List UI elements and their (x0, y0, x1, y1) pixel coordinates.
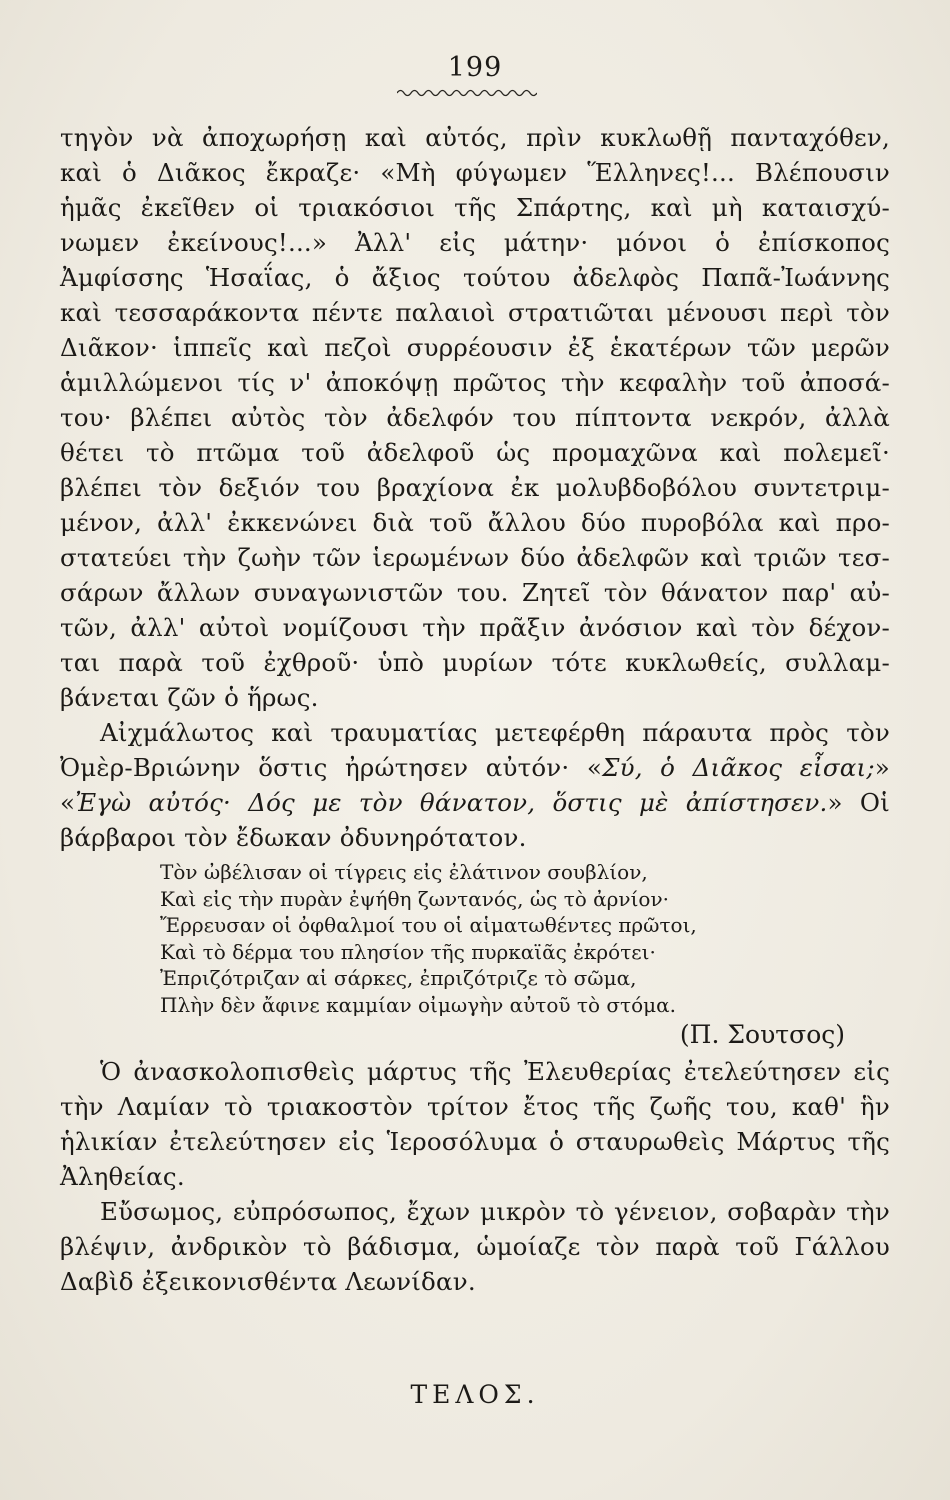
text-span: Ὀμὲρ-Βριώνην ὅστις ἠρώτησεν αὐτόν· « (60, 753, 603, 782)
text-line: Δαβὶδ ἐξεικονισθέντα Λεωνίδαν. (60, 1267, 476, 1296)
text-line: Διᾶκον· ἱππεῖς καὶ πεζοὶ συρρέουσιν ἐξ ἑκατέρων τῶν μερῶν (60, 333, 890, 362)
text-line (60, 785, 890, 820)
text-line: Αἰχμάλωτος καὶ τραυματίας μετεφέρθη πάραυτα πρὸς τὸν (100, 718, 890, 747)
text-line: Ὁ ἀνασκολοπισθεὶς μάρτυς τῆς Ἐλευθερίας ἐτελεύτησεν εἰς (100, 1057, 890, 1086)
text-line: νωμεν ἐκείνους!...» Ἀλλ' εἰς μάτην· μόνοι ὁ ἐπίσκοπος (60, 228, 890, 257)
text-line: βλέπει τὸν δεξιόν του βραχίονα ἐκ μολυβδοβόλου συντετριμ- (60, 473, 890, 502)
poem-verse: Καὶ εἰς τὴν πυρὰν ἐψήθη ζωντανός, ὡς τὸ ἀρνίον· (160, 886, 669, 911)
text-span: » (874, 753, 890, 782)
poem-signature: (Π. Σουτσος) (679, 1020, 845, 1049)
paragraph-4 (60, 1194, 890, 1299)
paragraph-3 (60, 1054, 890, 1194)
text-line: στατεύει τὴν ζωὴν τῶν ἱερωμένων δύο ἀδελφῶν καὶ τριῶν τεσ- (60, 543, 890, 572)
poem-verse: Τὸν ὠβέλισαν οἱ τίγρεις εἰς ἐλάτινον σουβλίον, (160, 860, 648, 884)
poem-verse: Ἐπριζότριζαν αἱ σάρκες, ἐπριζότριζε τὸ σῶμα, (160, 966, 637, 990)
text-line: βάρβαροι τὸν ἔδωκαν ὀδυνηρότατον. (60, 823, 527, 852)
text-span: « (60, 788, 76, 817)
text-line: βλέψιν, ἀνδρικὸν τὸ βάδισμα, ὡμοίαζε τὸν παρὰ τοῦ Γάλλου (60, 1232, 890, 1261)
page-number: 199 (447, 52, 503, 83)
paragraph-1 (60, 120, 890, 715)
text-line: τῶν, ἀλλ' αὐτοὶ νομίζουσι τὴν πρᾶξιν ἀνόσιον καὶ τὸν δέχον- (60, 613, 890, 642)
text-line: τὴν Λαμίαν τὸ τριακοστὸν τρίτον ἔτος τῆς ζωῆς του, καθ' ἣν (60, 1092, 890, 1121)
quoted-question: Σύ, ὁ Διᾶκος εἶσαι; (602, 753, 875, 782)
text-line: Ἀμφίσσης Ἡσαΐας, ὁ ἄξιος τούτου ἀδελφὸς Παπᾶ-Ἰωάννης (60, 263, 890, 292)
poem-verse: Πλὴν δὲν ἄφινε καμμίαν οἰμωγὴν αὐτοῦ τὸ στόμα. (160, 992, 677, 1017)
poem-verse: Ἔρρευσαν οἱ ὀφθαλμοί του οἱ αἱματωθέντες πρῶτοι, (160, 913, 697, 937)
text-span: » Οἱ (827, 788, 890, 817)
text-line: του· βλέπει αὐτὸς τὸν ἀδελφόν του πίπτοντα νεκρόν, ἀλλὰ (60, 403, 890, 432)
end-title: ΤΕΛΟΣ. (410, 1380, 540, 1409)
text-line: καὶ τεσσαράκοντα πέντε παλαιοὶ στρατιῶται μένουσι περὶ τὸν (60, 298, 890, 327)
text-line: Εὔσωμος, εὐπρόσωπος, ἔχων μικρὸν τὸ γένειον, σοβαρὰν τὴν (100, 1197, 890, 1226)
text-line: ἁμιλλώμενοι τίς ν' ἀποκόψῃ πρῶτος τὴν κεφαλὴν τοῦ ἀποσά- (60, 368, 890, 397)
poem (60, 859, 890, 1018)
paragraph-2 (60, 715, 890, 855)
wavy-rule-ornament (397, 88, 537, 98)
text-line: ἡμᾶς ἐκεῖθεν οἱ τριακόσιοι τῆς Σπάρτης, καὶ μὴ καταισχύ- (60, 193, 890, 222)
text-line: ται παρὰ τοῦ ἐχθροῦ· ὑπὸ μυρίων τότε κυκλωθείς, συλλαμ- (60, 648, 890, 677)
text-line: ἡλικίαν ἐτελεύτησεν εἰς Ἱεροσόλυμα ὁ σταυρωθεὶς Μάρτυς τῆς (60, 1127, 890, 1156)
text-line: σάρων ἄλλων συναγωνιστῶν του. Ζητεῖ τὸν θάνατον παρ' αὐ- (60, 578, 890, 607)
text-line: βάνεται ζῶν ὁ ἥρως. (60, 683, 319, 712)
text-line (60, 750, 890, 785)
poem-verse: Καὶ τὸ δέρμα του πλησίον τῆς πυρκαϊᾶς ἐκρότει· (160, 939, 656, 964)
text-line: Ἀληθείας. (60, 1162, 185, 1191)
text-line: καὶ ὁ Διᾶκος ἔκραζε· «Μὴ φύγωμεν Ἕλληνες!... Βλέπουσιν (60, 158, 890, 187)
page-body (60, 120, 890, 1299)
quoted-answer: Ἐγὼ αὐτός· Δός με τὸν θάνατον, ὅστις μὲ ἀπίστησεν. (75, 788, 828, 817)
text-line: θέτει τὸ πτῶμα τοῦ ἀδελφοῦ ὡς προμαχῶνα καὶ πολεμεῖ· (60, 438, 890, 467)
text-line: μένον, ἀλλ' ἐκκενώνει διὰ τοῦ ἄλλου δύο πυροβόλα καὶ προ- (60, 508, 890, 537)
text-line: τηγὸν νὰ ἀποχωρήσῃ καὶ αὐτός, πρὶν κυκλωθῇ πανταχόθεν, (60, 123, 890, 152)
